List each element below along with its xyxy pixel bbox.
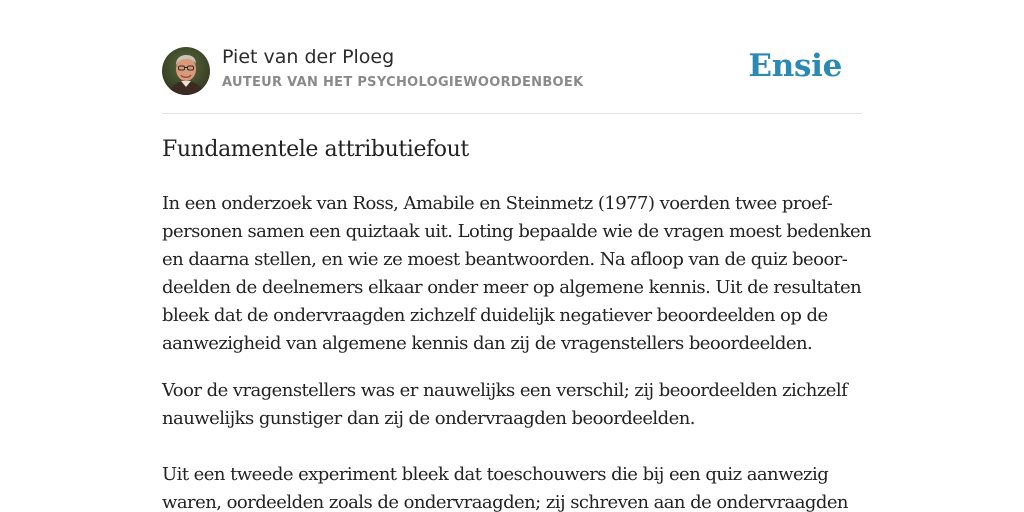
author-avatar[interactable]: [162, 47, 210, 95]
portrait-icon: [162, 47, 210, 95]
paragraph-line: nauwelijks gunstiger dan zij de ondervraagden beoordeelden.: [162, 408, 695, 429]
paragraph-line: Voor de vragenstellers was er nauwelijks een verschil; zij beoordeelden zichzelf: [162, 380, 848, 401]
author-name[interactable]: Piet van der Ploeg: [222, 46, 395, 68]
paragraph-2: [162, 377, 862, 433]
paragraph-line: aanwezigheid van algemene kennis dan zij de vragenstellers beoordeelden.: [162, 333, 813, 354]
paragraph-3: [162, 461, 862, 512]
paragraph-line: en daarna stellen, en wie ze moest beantwoorden. Na afloop van de quiz beoor-: [162, 249, 848, 270]
paragraph-line: deelden de deelnemers elkaar onder meer op algemene kennis. Uit de resultaten: [162, 277, 862, 298]
paragraph-line: bleek dat de ondervraagden zichzelf duidelijk negatiever beoordeelden op de: [162, 305, 828, 326]
brand-logo[interactable]: Ensie: [748, 48, 842, 84]
article-title: Fundamentele attributiefout: [162, 137, 469, 162]
header-divider: [162, 113, 862, 114]
author-role: AUTEUR VAN HET PSYCHOLOGIEWOORDENBOEK: [222, 75, 584, 90]
paragraph-line: In een onderzoek van Ross, Amabile en Steinmetz (1977) voerden twee proef-: [162, 193, 833, 214]
author-header: [162, 46, 862, 96]
paragraph-line: personen samen een quiztaak uit. Loting bepaalde wie de vragen moest bedenken: [162, 221, 872, 242]
paragraph-1: [162, 190, 872, 358]
paragraph-line: Uit een tweede experiment bleek dat toeschouwers die bij een quiz aanwezig: [162, 464, 829, 485]
paragraph-line: waren, oordeelden zoals de ondervraagden; zij schreven aan de ondervraagden: [162, 492, 848, 512]
